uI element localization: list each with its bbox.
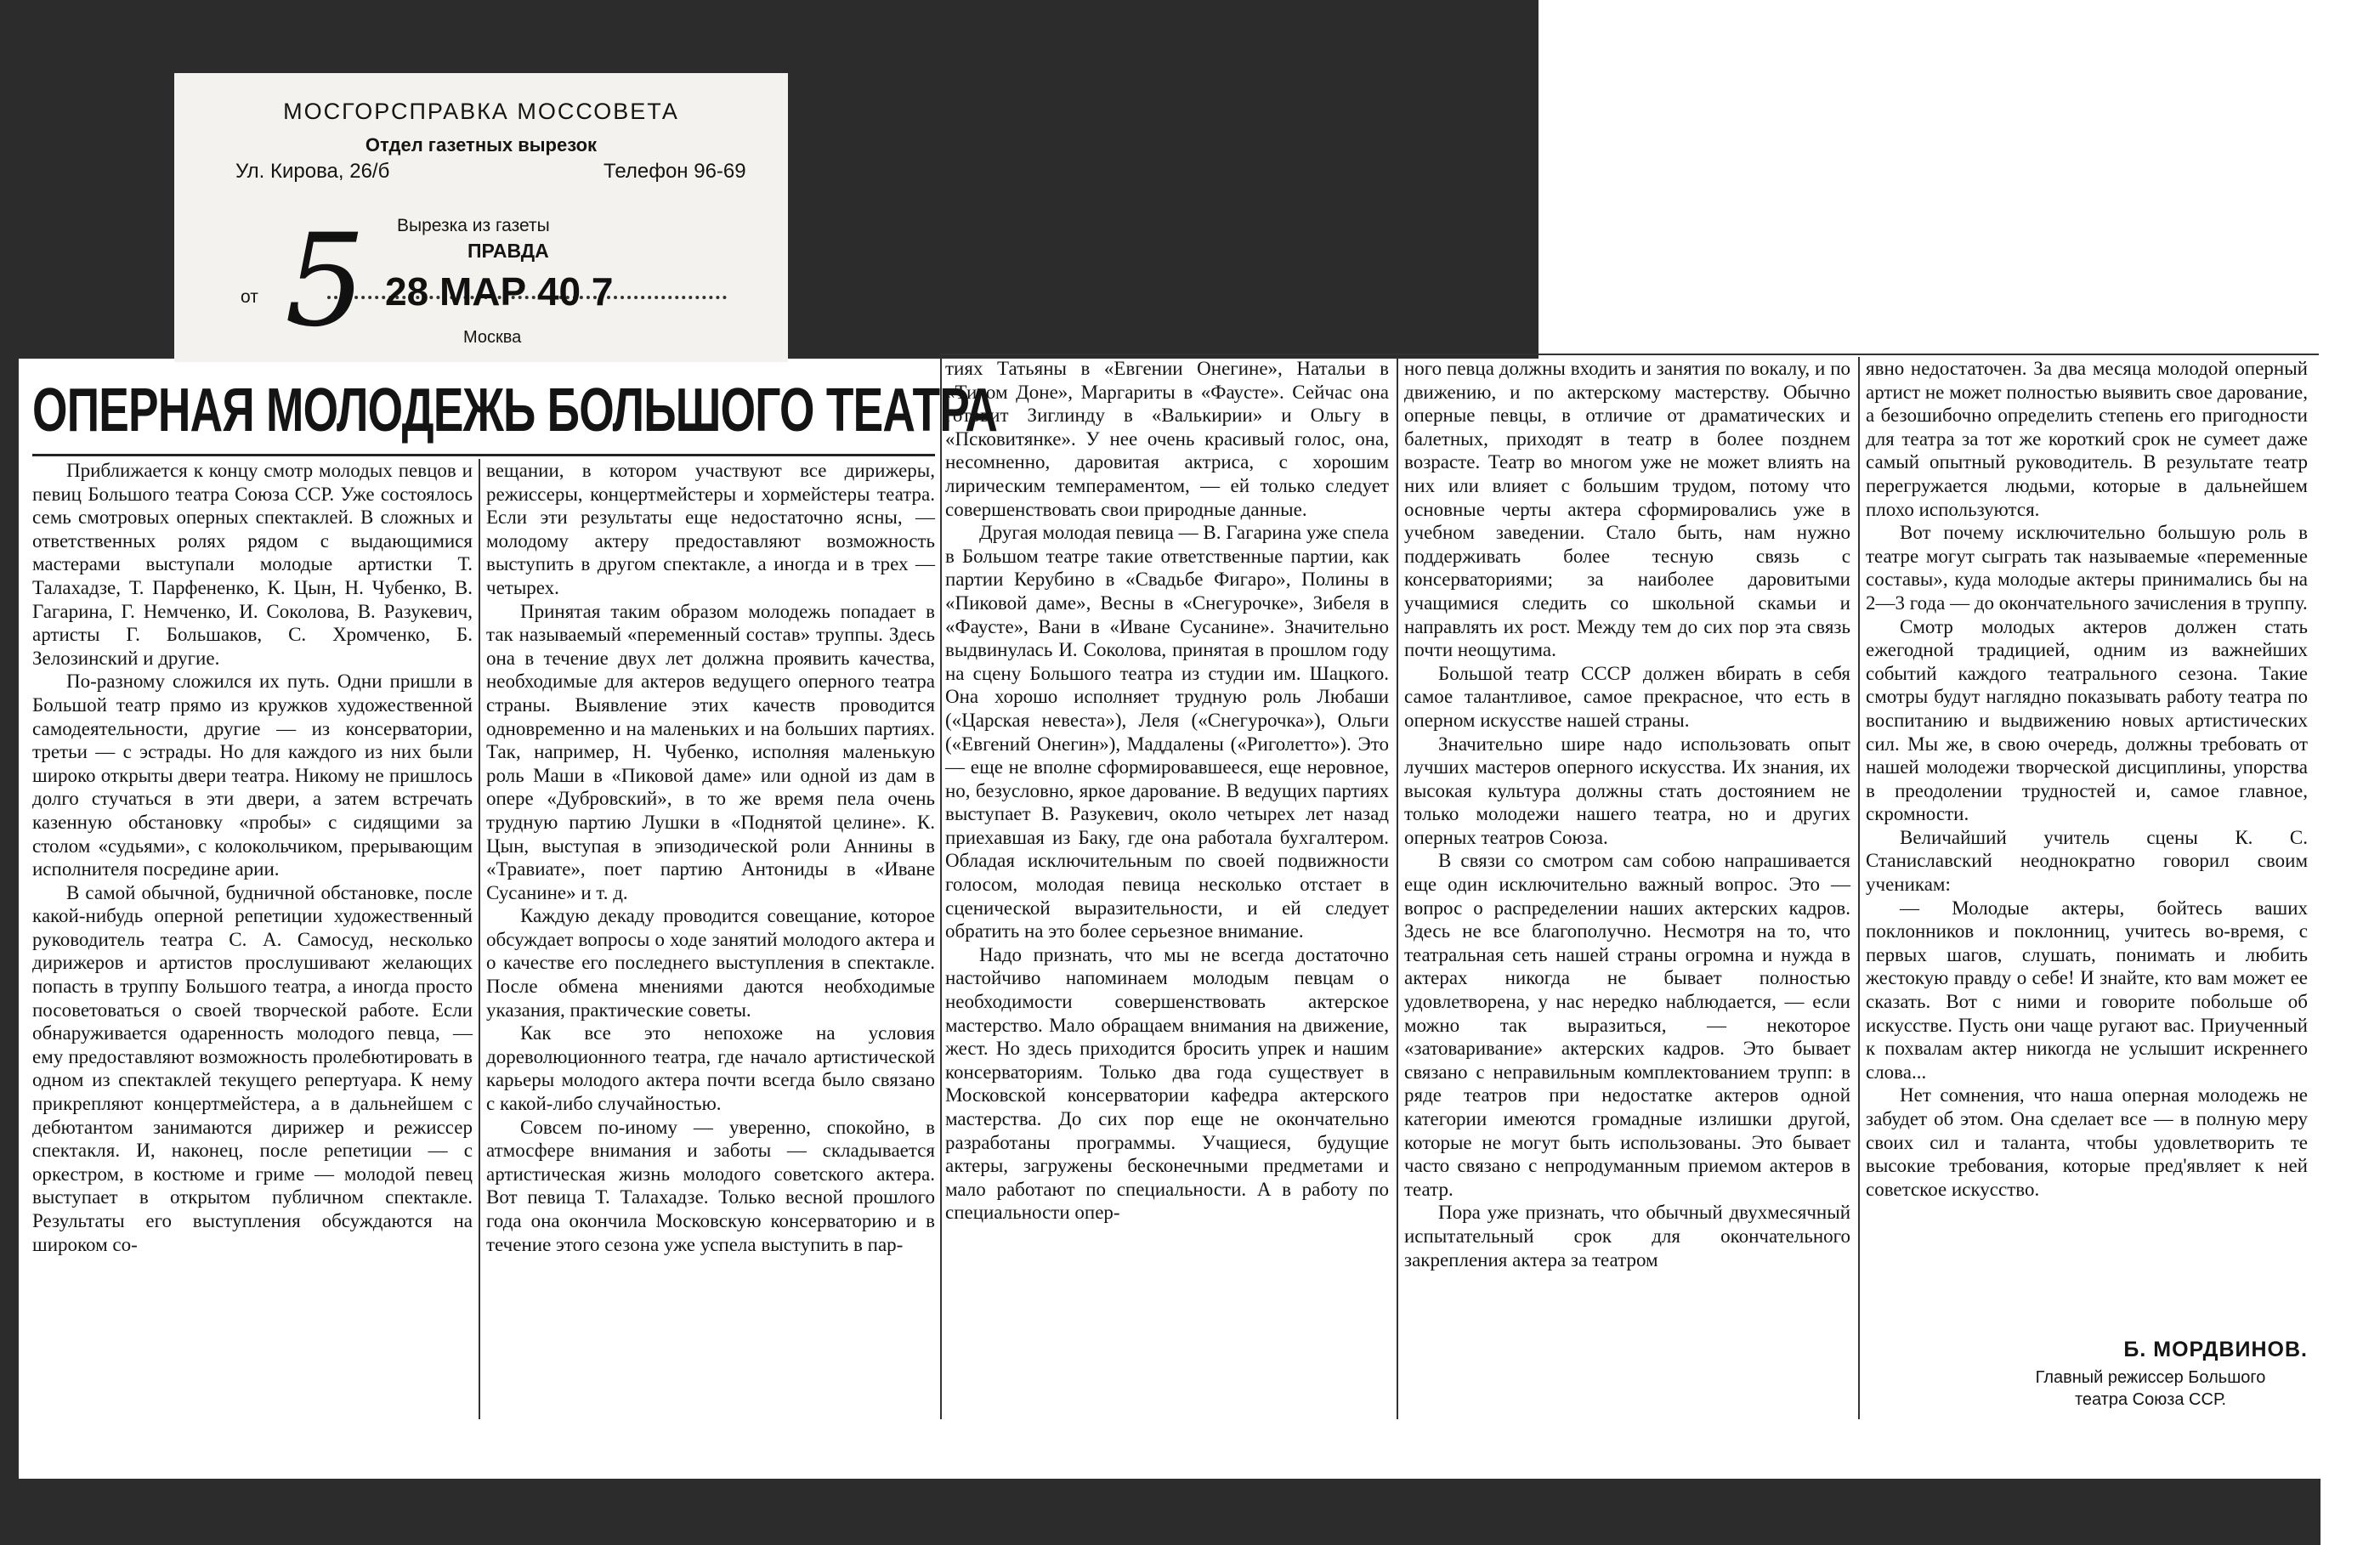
- article-headline: ОПЕРНАЯ МОЛОДЕЖЬ БОЛЬШОГО ТЕАТРА: [32, 376, 998, 444]
- slip-handwritten-number: 5: [285, 207, 366, 355]
- slip-phone: Телефон 96-69: [604, 160, 746, 183]
- column-separator: [1397, 357, 1398, 1419]
- scan-background-bottom: [0, 1479, 2320, 1545]
- article-paragraph: В связи со смотром сам собою напрашивается еще один исключительно важный вопрос. Это — вопрос о распределении наших актерских кадров. Здесь не все благополучно. Несмотря на то, что театральная сеть нашей страны огромна и нужда в актерах никогда не бывает полностью удовлетворена, у нас нередко наблюдается, — если можно так выразиться, — некоторое «затоваривание» актерских кадров. Это бывает связано с неправильным комплектованием трупп: в ряде театров при недостатке актеров одной категории имеются громадные излишки другой, которые не могут быть использованы. Это бывает часто связано с непродуманным приемом актеров в театр.: [1404, 850, 1850, 1200]
- column-separator: [479, 459, 480, 1419]
- article-paragraph: Большой театр СССР должен вбирать в себя самое талантливое, самое прекрасное, что есть в оперном искусстве нашей страны.: [1404, 662, 1850, 731]
- article-paragraph: Приближается к концу смотр молодых певцов и певиц Большого театра Союза ССР. Уже состоялось семь смотровых оперных спектаклей. В сложных и ответственных ролях рядом с выдающимися мастерами выступали молодые артистки Т. Талахадзе, Т. Парфененко, К. Цын, Н. Чубенко, В. Гагарина, Г. Немченко, И. Соколова, В. Разукевич, артисты Г. Большаков, С. Хромченко, Б. Зелозинский и другие.: [32, 460, 473, 669]
- article-paragraph: ного певца должны входить и занятия по вокалу, и по движению, и по актерскому мастерству. Обычно оперные певцы, в отличие от драматических и балетных, приходят в театр в более позднем возрасте. Театр во многом уже не может влиять на них или влияет с большим трудом, потому что основные черты актера сформировались уже в учебном заведении. Стало быть, нам нужно поддерживать более тесную связь с консерваториями; за наиболее даровитыми учащимися следить со школьной скамьи и направлять их рост. Между тем до сих пор эта связь почти неощутима.: [1404, 358, 1850, 661]
- author-role-line-1: Главный режиссер Большого: [2035, 1368, 2266, 1387]
- article-paragraph: Надо признать, что мы не всегда достаточно настойчиво напоминаем молодым певцам о необходимости совершенствовать актерское мастерство. Мало обращаем внимания на движение, жест. Но здесь приходится бросить упрек и нашим консерваториям. Только два года существует в Московской консерватории кафедра актерского мастерства. До сих пор еще не окончательно разработаны программы. Учащиеся, будущие актеры, загружены бесконечными предметами и мало работают по специальности. А в работу по специальности опер-: [945, 943, 1389, 1224]
- top-rule: [940, 354, 2319, 355]
- article-paragraph: Совсем по-иному — уверенно, спокойно, в атмосфере внимания и заботы — складывается артистическая жизнь молодого советского актера. Вот певица Т. Талахадзе. Только весной прошлого года она окончила Московскую консерваторию и в течение этого сезона уже успела выступить в пар-: [486, 1116, 935, 1255]
- article-column-2: [486, 459, 935, 1256]
- article-paragraph: По-разному сложился их путь. Одни пришли в Большой театр прямо из кружков художественной самодеятельности, другие — из консерватории, третьи — с эстрады. Но для каждого из них были широко открыты двери театра. Никому не пришлось долго стучаться в эти двери, а затем встречать казенную обстановку «пробы» с сидящими за столом «судьями», с колокольчиком, прерывающим исполнителя посредине арии.: [32, 671, 473, 880]
- article-paragraph: Каждую декаду проводится совещание, которое обсуждает вопросы о ходе занятий молодого актера и о качестве его последнего выступления в спектакле. После обмена мнениями даются необходимые указания, практические советы.: [486, 905, 935, 1021]
- scan-margin-bottom-right: [2320, 1402, 2380, 1545]
- clipping-service-slip: [174, 73, 788, 362]
- article-paragraph: Другая молодая певица — В. Гагарина уже спела в Большом театре такие ответственные партии, как партии Керубино в «Свадьбе Фигаро», Полины в «Пиковой даме», Весны в «Снегурочке», Зибеля в «Фаусте», Вани в «Иване Сусанине». Значительно выдвинулась И. Соколова, принятая в прошлом году на сцену Большого театра из студии им. Шацкого. Она хорошо исполняет трудную роль Любаши («Царская невеста»), Леля («Снегурочка»), Ольги («Евгений Онегин»), Маддалены («Риголетто»). Это — еще не вполне сформировавшееся, еще неровное, но, безусловно, яркое дарование. В ведущих партиях выступает В. Разукевич, около четырех лет назад приехавшая из Баку, где она работала бухгалтером. Обладая исключительным по своей подвижности голосом, молодая певица несколько отстает в сценической выразительности, и ей следует обратить на это более серьезное внимание.: [945, 522, 1390, 942]
- article-column-3: [945, 357, 1389, 1225]
- slip-address: Ул. Кирова, 26/б: [235, 160, 390, 183]
- scan-background-left: [0, 359, 19, 1479]
- column-separator: [940, 357, 942, 1419]
- article-paragraph: Нет сомнения, что наша оперная молодежь не забудет об этом. Она сделает все — в полную меру своих сил и таланта, чтобы удовлетворить те высокие требования, которые пред'являет к ней советское искусство.: [1866, 1084, 2308, 1200]
- author-role: [1980, 1367, 2320, 1411]
- article-paragraph: Пора уже признать, что обычный двухмесячный испытательный срок для окончательного закрепления актера за театром: [1404, 1202, 1850, 1271]
- slip-date-prefix: от: [241, 287, 258, 307]
- slip-city: Москва: [463, 328, 522, 347]
- article-paragraph: Принятая таким образом молодежь попадает в так называемый «переменный состав» труппы. Здесь она в течение двух лет должна проявить качества, необходимые для актеров ведущего оперного театра страны. Выявление этих качеств проводится одновременно и на маленьких и на больших партиях. Так, например, Н. Чубенко, исполняя маленькую роль Маши в «Пиковой даме» или одной из дам в опере «Дубровский», в то же время пела очень трудную партию Лушки в «Поднятой целине». К. Цын, выступая в эпизодической роли Аннины в «Травиате», поет партию Антониды в «Иване Сусанине» и т. д.: [486, 600, 935, 903]
- article-paragraph: тиях Татьяны в «Евгении Онегине», Натальи в «Тихом Доне», Маргариты в «Фаусте». Сейчас она готовит Зиглинду в «Валькирии» и Ольгу в «Псковитянке». У нее очень красивый голос, она, несомненно, даровитая актриса, с хорошим лирическим темпераментом, — ей только следует совершенствовать свои природные данные.: [945, 358, 1389, 520]
- article-paragraph: вещании, в котором участвуют все дирижеры, режиссеры, концертмейстеры и хормейстеры театра. Если эти результаты еще недостаточно ясны, — молодому актеру предоставляют возможность выступить в другом спектакле, а иногда и в трех — четырех.: [486, 460, 935, 598]
- slip-newspaper-name: ПРАВДА: [468, 240, 549, 262]
- slip-organization: МОСГОРСПРАВКА МОССОВЕТА: [283, 99, 679, 124]
- article-paragraph: Как все это непохоже на условия дореволюционного театра, где начало артистической карьеры молодого актера почти всегда было связано с какой-либо случайностью.: [486, 1022, 935, 1115]
- headline-rule: [32, 454, 935, 456]
- article-paragraph: явно недостаточен. За два месяца молодой оперный артист не может полностью выявить свое дарование, а безошибочно определить степень его пригодности для театра за тот же короткий срок не сумеет даже самый опытный руководитель. В результате театр перегружается людьми, которые в дальнейшем плохо используются.: [1866, 358, 2308, 520]
- article-paragraph: В самой обычной, будничной обстановке, после какой-нибудь оперной репетиции художественный руководитель театра С. А. Самосуд, несколько дирижеров и артистов прослушивают желающих попасть в труппу Большого театра, а иногда просто посоветоваться о своей творческой работе. Если обнаруживается одаренность молодого певца, — ему предоставляют возможность пролебютировать в одном из спектаклей текущего репертуара. К нему прикрепляют концертмейстера, а в дальнейшем с дебютантом занимаются дирижер и режиссер спектакля. И, наконец, после репетиции — с оркестром, в костюме и гриме — молодой певец выступает в открытом публичном спектакле. Результаты его выступления обсуждаются на широком со-: [32, 881, 473, 1255]
- slip-date-stamp: 28 МАР 40 7: [385, 269, 614, 314]
- article-column-5: [1866, 357, 2308, 1201]
- author-role-line-2: театра Союза ССР.: [2074, 1390, 2227, 1409]
- article-paragraph: — Молодые актеры, бойтесь ваших поклонников и поклонниц, учитесь во-время, с первых шагов, слушать, понимать и любить жестокую правду о себе! И знайте, кто вам может ее сказать. Вот с ними и говорите побольше об искусстве. Пусть они чаще ругают вас. Приученный к похвалам актер никогда не услышит искреннего слова...: [1866, 897, 2308, 1083]
- article-paragraph: Значительно шире надо использовать опыт лучших мастеров оперного искусства. Их знания, их высокая культура должны стать достоянием не только молодежи нашего театра, но и других оперных театров Союза.: [1404, 733, 1850, 848]
- article-column-1: [32, 459, 473, 1256]
- article-paragraph: Величайший учитель сцены К. С. Станиславский неоднократно говорил своим ученикам:: [1866, 826, 2308, 896]
- article-column-4: [1404, 357, 1850, 1271]
- article-paragraph: Вот почему исключительно большую роль в театре могут сыграть так называемые «переменные составы», куда молодые актеры принимались бы на 2—3 года — до окончательного зачисления в труппу.: [1866, 522, 2308, 614]
- slip-cutting-label: Вырезка из газеты: [397, 216, 550, 235]
- article-paragraph: Смотр молодых актеров должен стать ежегодной традицией, одним из важнейших событий каждого театрального сезона. Такие смотры будут наглядно показывать работу театра по воспитанию и выдвижению новых артистических сил. Мы же, в свою очередь, должны требовать от нашей молодежи творческой дисциплины, упорства в преодолении трудностей и, самое главное, скромности.: [1866, 615, 2308, 825]
- column-separator: [1858, 357, 1860, 1419]
- slip-department: Отдел газетных вырезок: [365, 134, 598, 156]
- author-signature: Б. МОРДВИНОВ.: [2123, 1338, 2308, 1361]
